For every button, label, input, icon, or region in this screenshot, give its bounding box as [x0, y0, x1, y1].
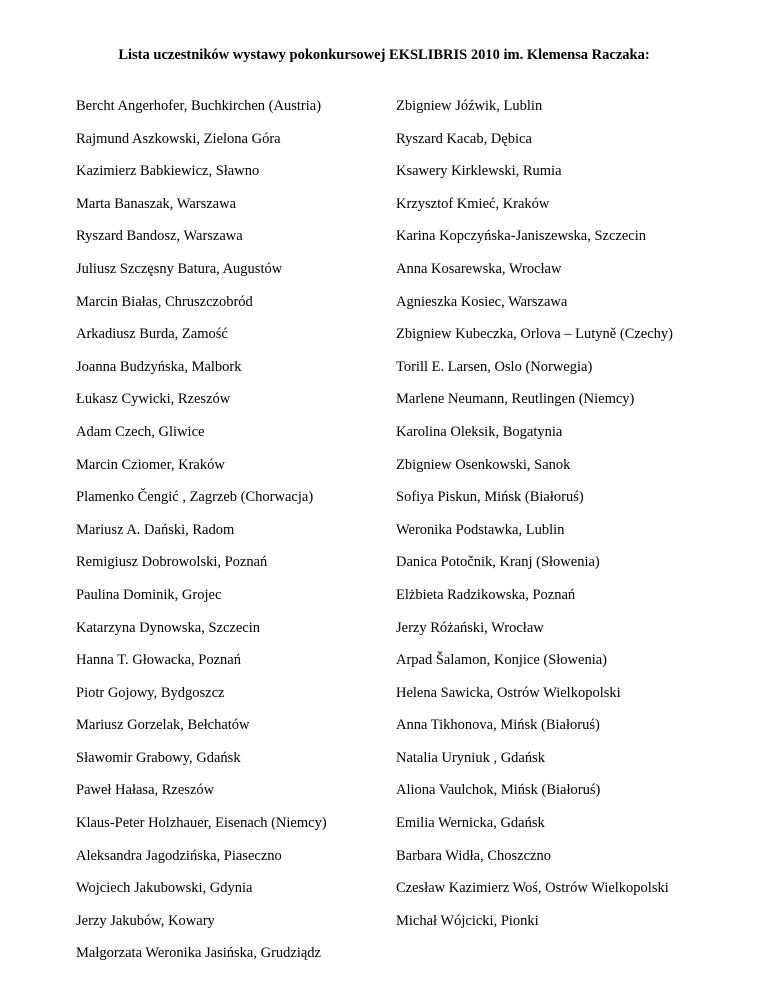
participant-entry: Agnieszka Kosiec, Warszawa [396, 293, 568, 310]
participant-entry: Remigiusz Dobrowolski, Poznań [76, 554, 268, 571]
participant-entry: Jerzy Różański, Wrocław [396, 619, 544, 636]
participant-entry: Aleksandra Jagodzińska, Piaseczno [76, 847, 282, 864]
participant-entry: Natalia Uryniuk , Gdańsk [396, 749, 545, 766]
participant-entry: Danica Potočnik, Kranj (Słowenia) [396, 554, 600, 571]
participant-entry: Zbigniew Jóźwik, Lublin [396, 98, 543, 114]
participant-entry: Helena Sawicka, Ostrów Wielkopolski [396, 684, 621, 701]
participant-entry: Zbigniew Osenkowski, Sanok [396, 456, 571, 473]
participant-entry: Paulina Dominik, Grojec [76, 586, 222, 603]
participant-entry: Marcin Białas, Chruszczobród [76, 293, 253, 310]
participant-entry: Barbara Widła, Choszczno [396, 847, 551, 864]
participant-entry: Jerzy Jakubów, Kowary [76, 912, 215, 929]
participant-entry: Anna Kosarewska, Wrocław [396, 260, 562, 277]
participant-entry: Katarzyna Dynowska, Szczecin [76, 619, 260, 636]
participant-entry: Sofiya Piskun, Mińsk (Białoruś) [396, 489, 584, 506]
participant-entry: Kazimierz Babkiewicz, Sławno [76, 163, 260, 180]
participant-entry: Mariusz A. Dański, Radom [76, 521, 235, 538]
participant-entry: Paweł Hałasa, Rzeszów [76, 782, 215, 799]
participant-entry: Karina Kopczyńska-Janiszewska, Szczecin [396, 228, 647, 245]
participant-entry: Ryszard Kacab, Dębica [396, 130, 532, 147]
participant-entry: Krzysztof Kmieć, Kraków [396, 195, 550, 212]
participant-entry: Ksawery Kirklewski, Rumia [396, 163, 562, 180]
participant-entry: Marta Banaszak, Warszawa [76, 195, 237, 212]
participant-entry: Czesław Kazimierz Woś, Ostrów Wielkopolski [396, 880, 669, 897]
participant-entry: Aliona Vaulchok, Mińsk (Białoruś) [396, 782, 601, 799]
participant-entry: Wojciech Jakubowski, Gdynia [76, 880, 253, 897]
participant-entry: Rajmund Aszkowski, Zielona Góra [76, 130, 281, 147]
participant-entry: Weronika Podstawka, Lublin [396, 521, 565, 538]
participant-entry: Arpad Šalamon, Konjice (Słowenia) [396, 652, 608, 669]
document-title: Lista uczestników wystawy pokonkursowej EKSLIBRIS 2010 im. Klemensa Raczaka: [118, 47, 650, 63]
participant-entry: Małgorzata Weronika Jasińska, Grudziądz [76, 945, 321, 962]
participant-entry: Arkadiusz Burda, Zamość [76, 326, 228, 343]
participant-entry: Zbigniew Kubeczka, Orlova – Lutyně (Czechy) [396, 326, 674, 343]
participant-entry: Sławomir Grabowy, Gdańsk [76, 749, 241, 766]
participant-entry: Plamenko Čengić , Zagrzeb (Chorwacja) [76, 489, 314, 506]
participant-entry: Emilia Wernicka, Gdańsk [396, 815, 545, 832]
participant-entry: Adam Czech, Gliwice [76, 423, 205, 440]
participant-entry: Juliusz Szczęsny Batura, Augustów [76, 260, 283, 277]
participant-entry: Bercht Angerhofer, Buchkirchen (Austria) [76, 98, 322, 114]
participants-left-column [76, 90, 376, 970]
participant-entry: Torill E. Larsen, Oslo (Norwegia) [396, 358, 593, 375]
participant-entry: Elżbieta Radzikowska, Poznań [396, 586, 576, 603]
participant-entry: Piotr Gojowy, Bydgoszcz [76, 684, 225, 701]
participant-entry: Joanna Budzyńska, Malbork [76, 358, 242, 375]
participant-entry: Hanna T. Głowacka, Poznań [76, 652, 241, 669]
participant-entry: Karolina Oleksik, Bogatynia [396, 423, 563, 440]
participant-entry: Mariusz Gorzelak, Bełchatów [76, 717, 250, 734]
participant-entry: Łukasz Cywicki, Rzeszów [76, 391, 231, 408]
participant-entry: Michał Wójcicki, Pionki [396, 912, 539, 929]
participant-entry: Anna Tikhonova, Mińsk (Białoruś) [396, 717, 600, 734]
participants-right-column [396, 90, 756, 937]
participant-entry: Marcin Cziomer, Kraków [76, 456, 225, 473]
participant-entry: Klaus-Peter Holzhauer, Eisenach (Niemcy) [76, 815, 327, 832]
participant-entry: Ryszard Bandosz, Warszawa [76, 228, 243, 245]
participant-entry: Marlene Neumann, Reutlingen (Niemcy) [396, 391, 635, 408]
